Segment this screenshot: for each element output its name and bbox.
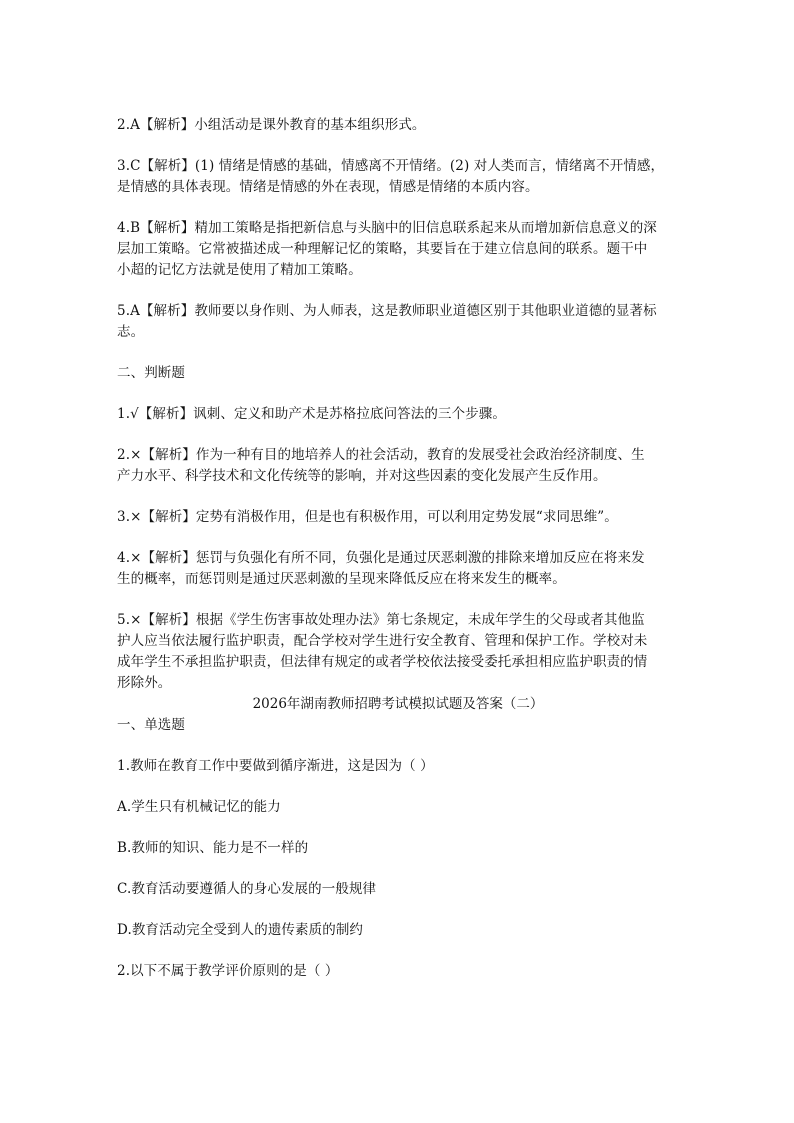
- question-1-option-d: D.教育活动完全受到人的遗传素质的制约: [117, 922, 364, 938]
- judge-answer-5-line2: 护人应当依法履行监护职责，配合学校对学生进行安全教育、管理和保护工作。学校对未: [117, 633, 648, 649]
- judge-answer-4-line2: 生的概率，而惩罚则是通过厌恶刺激的呈现来降低反应在将来发生的概率。: [117, 571, 566, 587]
- answer-2a: 2.A【解析】小组活动是课外教育的基本组织形式。: [117, 117, 426, 133]
- question-1-option-a: A.学生只有机械记忆的能力: [117, 799, 281, 815]
- question-1-option-c: C.教育活动要遵循人的身心发展的一般规律: [117, 881, 377, 897]
- question-1: 1.教师在教育工作中要做到循序渐进，这是因为（ ）: [117, 758, 434, 774]
- judge-answer-5: [117, 610, 679, 694]
- answer-4b: [117, 218, 679, 281]
- question-2: 2.以下不属于教学评价原则的是（ ）: [117, 963, 339, 979]
- document-page: [117, 115, 679, 982]
- judge-answer-4-line1: 4.×【解析】惩罚与负强化有所不同，负强化是通过厌恶刺激的排除来增加反应在将来发: [117, 550, 645, 566]
- answer-4b-line1: 4.B【解析】精加工策略是指把新信息与头脑中的旧信息联系起来从而增加新信息意义的深: [117, 220, 657, 236]
- answer-4b-line3: 小超的记忆方法就是使用了精加工策略。: [117, 262, 362, 278]
- judge-answer-2: [117, 445, 679, 487]
- judge-answer-4: [117, 548, 679, 590]
- judge-answer-2-line1: 2.×【解析】作为一种有目的地培养人的社会活动，教育的发展受社会政治经济制度、生: [117, 447, 645, 463]
- judge-answer-3: 3.×【解析】定势有消极作用，但是也有积极作用，可以利用定势发展“求同思维”。: [117, 509, 618, 525]
- question-1-option-b: B.教师的知识、能力是不一样的: [117, 840, 309, 856]
- judge-answer-2-line2: 产力水平、科学技术和文化传统等的影响，并对这些因素的变化发展产生反作用。: [117, 468, 607, 484]
- answer-4b-line2: 层加工策略。它常被描述成一种理解记忆的策略，其要旨在于建立信息间的联系。题干中: [117, 241, 648, 257]
- answer-5a-line2: 志。: [117, 324, 145, 340]
- answer-3c-line1: 3.C【解析】(1) 情绪是情感的基础，情感离不开情绪。(2) 对人类而言，情绪离不开情感，: [117, 158, 665, 174]
- answer-3c: [117, 156, 679, 198]
- answer-3c-line2: 是情感的具体表现。情绪是情感的外在表现，情感是情绪的本质内容。: [117, 179, 539, 195]
- judge-answer-1: 1.√【解析】讽刺、定义和助产术是苏格拉底问答法的三个步骤。: [117, 406, 506, 422]
- answer-5a-line1: 5.A【解析】教师要以身作则、为人师表，这是教师职业道德区别于其他职业道德的显著标: [117, 303, 657, 319]
- judge-answer-5-line1: 5.×【解析】根据《学生伤害事故处理办法》第七条规定，未成年学生的父母或者其他监: [117, 612, 645, 628]
- section-judge-heading: 二、判断题: [117, 365, 185, 381]
- exam-title: 2026年湖南教师招聘考试模拟试题及答案（二）: [252, 696, 544, 712]
- section-single-heading: 一、单选题: [117, 717, 185, 733]
- answer-5a: [117, 301, 679, 343]
- judge-answer-5-line4: 形除外。: [117, 675, 172, 691]
- judge-answer-5-line3: 成年学生不承担监护职责，但法律有规定的或者学校依法接受委托承担相应监护职责的情: [117, 654, 648, 670]
